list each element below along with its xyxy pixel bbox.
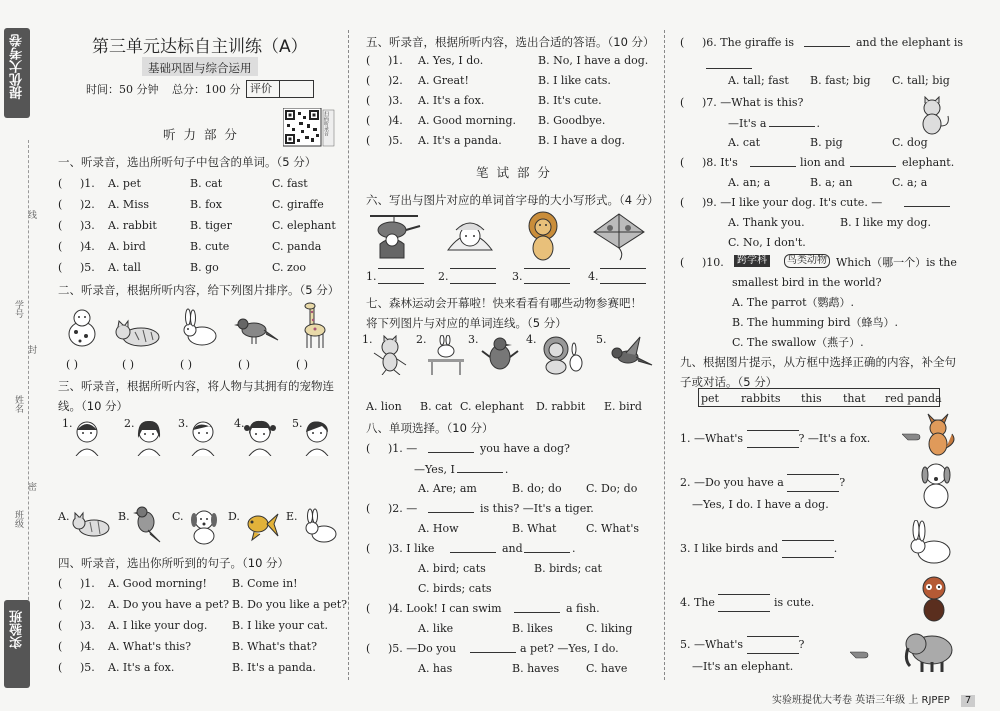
- q9-word-box: [698, 388, 940, 407]
- elephant-picture: [902, 626, 958, 672]
- q8-blank[interactable]: [524, 542, 570, 553]
- seal-line-char: 线: [26, 210, 36, 219]
- page-number: 7: [961, 695, 975, 707]
- class-label: 班级: [13, 510, 23, 528]
- flying-bird-picture: [606, 335, 654, 375]
- q2-bird-picture: [234, 312, 280, 348]
- q7-num: 1.: [362, 333, 373, 346]
- rabbit-picture: [904, 520, 956, 566]
- boy-3-picture: [302, 418, 332, 456]
- q7-title: 七、森林运动会开幕啦！快来看看有哪些动物参赛吧！: [366, 296, 642, 310]
- q9-answer-line[interactable]: [787, 474, 839, 492]
- q6-num: 1.: [366, 270, 377, 283]
- q3-letter: B.: [118, 510, 130, 523]
- q9-sentence-4: 4. The is cute.: [680, 594, 814, 612]
- writing-section-title: 笔 试 部 分: [476, 165, 552, 180]
- q8-item-7: ( )7. —What is this?: [680, 96, 804, 109]
- q6-answer-line[interactable]: [450, 268, 496, 284]
- pet-goldfish-picture: [240, 506, 280, 544]
- q8-item-10-option-b: B. The humming bird（蜂鸟）.: [732, 316, 899, 329]
- grade-label: 评价: [250, 82, 272, 95]
- q1-item: ( )1. A. pet B. cat C. fast: [58, 177, 308, 190]
- q9-sentence-5: 5. —What's ?: [680, 636, 804, 654]
- binding-strip: [0, 0, 36, 711]
- q7-num: 5.: [596, 333, 607, 346]
- q8-item-3-option-c: C. birds; cats: [418, 582, 492, 595]
- seal-dashed-line: [28, 140, 29, 640]
- q2-bracket[interactable]: ( ): [122, 358, 135, 371]
- q7-num: 3.: [468, 333, 479, 346]
- q4-item: ( )1. A. Good morning! B. Come in!: [58, 577, 298, 590]
- q3-letter: C.: [172, 510, 184, 523]
- pet-rabbit-picture: [300, 508, 340, 544]
- q9-sentence-1: 1. —What's ? —It's a fox.: [680, 430, 870, 448]
- q9-answer-line[interactable]: [782, 540, 834, 558]
- q8-item-1-answer: —Yes, I .: [414, 463, 509, 476]
- girl-2-picture: [244, 418, 276, 456]
- page-title: 第三单元达标自主训练（A）: [92, 37, 308, 57]
- hurdle-rabbit-picture: [426, 335, 466, 375]
- grade-box[interactable]: [246, 80, 314, 98]
- q3-letter: A.: [58, 510, 70, 523]
- q8-item-8-options: A. an; a B. a; an C. a; a: [728, 176, 928, 189]
- q8-blank[interactable]: [706, 58, 752, 69]
- pet-dog-picture: [186, 506, 222, 546]
- kite-picture: [590, 210, 648, 262]
- q8-item-10-option-a: A. The parrot（鹦鹉）.: [732, 296, 855, 309]
- word-option: pet: [701, 392, 719, 405]
- q8-title: 八、单项选择。（10 分）: [366, 421, 494, 435]
- listening-section-title: 听 力 部 分: [163, 127, 239, 142]
- q8-item-2: ( )2. — is this? —It's a tiger.: [366, 502, 594, 515]
- q4-item: ( )5. A. It's a fox. B. It's a panda.: [58, 661, 316, 674]
- name-label: 姓名: [13, 395, 23, 413]
- running-cat-picture: [372, 335, 408, 375]
- bird-category-tag: 鸟类动物: [784, 254, 830, 268]
- q2-cat-picture: [113, 318, 163, 348]
- q8-item-9-option-c: C. No, I don't.: [728, 236, 806, 249]
- q9-answer-line[interactable]: [718, 594, 770, 612]
- column-divider-1: [348, 30, 349, 680]
- q8-blank[interactable]: [428, 502, 474, 513]
- subtitle-box: [142, 57, 258, 76]
- q6-title: 六、写出与图片对应的单词首字母的大小写形式。（4 分）: [366, 193, 659, 207]
- q8-blank[interactable]: [750, 156, 796, 167]
- q7-word: D. rabbit: [536, 400, 586, 413]
- red-panda-picture: [914, 574, 954, 622]
- q3-num: 5.: [292, 417, 303, 430]
- qr-note: 扫码听录音: [323, 111, 329, 136]
- helicopter-picture: [366, 210, 422, 260]
- q8-item-8: ( )8. It's lion and elephant.: [680, 156, 955, 169]
- q2-bracket[interactable]: ( ): [66, 358, 79, 371]
- brand-bottom-badge: [4, 600, 30, 688]
- brand-top-text: 提优大考卷: [10, 34, 25, 99]
- sport-bird-picture: [480, 335, 520, 375]
- brand-bottom-text: 实验班: [10, 610, 25, 649]
- word-option: this: [801, 392, 822, 405]
- q7-word: A. lion: [366, 400, 402, 413]
- q6-answer-line[interactable]: [378, 268, 424, 284]
- q7-word: C. elephant: [460, 400, 524, 413]
- q8-item-4-options: A. like B. likes C. liking: [418, 622, 633, 635]
- q8-item-5: ( )5. —Do you a pet? —Yes, I do.: [366, 642, 619, 655]
- q8-item-5-options: A. has B. haves C. have: [418, 662, 628, 675]
- q5-item: ( )3. A. It's a fox. B. It's cute.: [366, 94, 602, 107]
- q1-item: ( )5. A. tall B. go C. zoo: [58, 261, 307, 274]
- q7-num: 2.: [416, 333, 427, 346]
- q9-title: 九、根据图片提示，从方框中选择正确的内容，补全句: [680, 355, 956, 369]
- q2-bracket[interactable]: ( ): [180, 358, 193, 371]
- q3-num: 1.: [62, 417, 73, 430]
- seal-secret-char: 密: [26, 482, 36, 491]
- q2-title: 二、听录音，根据所听内容，给下列图片排序。（5 分）: [58, 283, 340, 297]
- hat-doll-picture: [440, 210, 498, 260]
- column-divider-2: [664, 30, 665, 680]
- q4-item: ( )2. A. Do you have a pet? B. Do you like a pet?: [58, 598, 348, 611]
- q9-sentence-5-reply: —It's an elephant.: [692, 660, 794, 673]
- q3-num: 3.: [178, 417, 189, 430]
- cross-subject-tag: 跨学科: [734, 255, 770, 267]
- q8-item-1: ( )1. — you have a dog?: [366, 442, 570, 455]
- fox-picture: [918, 408, 958, 458]
- q8-blank[interactable]: [850, 156, 896, 167]
- word-option: rabbits: [741, 392, 781, 405]
- q8-item-1-options: A. Are; am B. do; do C. Do; do: [418, 482, 638, 495]
- q5-item: ( )1. A. Yes, I do. B. No, I have a dog.: [366, 54, 649, 67]
- q4-title: 四、听录音，选出你所听到的句子。（10 分）: [58, 556, 290, 570]
- q8-blank[interactable]: [470, 642, 516, 653]
- q3-num: 4.: [234, 417, 245, 430]
- q2-bracket[interactable]: ( ): [296, 358, 309, 371]
- q8-item-6: ( )6. The giraffe is and the elephant is: [680, 36, 964, 49]
- q8-item-10-line2: smallest bird in the world?: [732, 276, 882, 289]
- boy-1-picture: [72, 418, 102, 456]
- time-limit: 时间：50 分钟: [86, 83, 159, 96]
- q3-num: 2.: [124, 417, 135, 430]
- hand-pointer-icon: [850, 648, 872, 660]
- q9-answer-line[interactable]: [747, 430, 799, 448]
- q8-blank[interactable]: [804, 36, 850, 47]
- q9-title-cont: 子或对话。（5 分）: [680, 375, 778, 389]
- q1-title: 一、听录音，选出所听句子中包含的单词。（5 分）: [58, 155, 317, 169]
- q6-answer-line[interactable]: [600, 268, 646, 284]
- word-option: that: [843, 392, 866, 405]
- footer-text: 实验班提优大考卷 英语三年级 上 RJPEP: [772, 695, 950, 706]
- q6-num: 4.: [588, 270, 599, 283]
- total-score: 总分：100 分: [172, 83, 241, 96]
- q8-item-3: ( )3. I like and .: [366, 542, 576, 555]
- q8-blank[interactable]: [428, 442, 474, 453]
- q4-item: ( )4. A. What's this? B. What's that?: [58, 640, 317, 653]
- subtitle: 基础巩固与综合运用: [148, 61, 252, 75]
- q5-item: ( )4. A. Good morning. B. Goodbye.: [366, 114, 606, 127]
- q8-blank[interactable]: [769, 116, 815, 127]
- q8-item-10-option-c: C. The swallow（燕子）.: [732, 336, 864, 349]
- q7-title-cont: 将下列图片与对应的单词连线。（5 分）: [366, 316, 567, 330]
- q1-item: ( )2. A. Miss B. fox C. giraffe: [58, 198, 324, 211]
- q6-num: 2.: [438, 270, 449, 283]
- q9-answer-line[interactable]: [747, 636, 799, 654]
- q2-giraffe-picture: [298, 300, 328, 350]
- girl-1-picture: [134, 418, 164, 456]
- q3-title: 三、听录音，根据所听内容，将人物与其拥有的宠物连: [58, 379, 334, 393]
- q9-sentence-2-reply: —Yes, I do. I have a dog.: [692, 498, 829, 511]
- q3-title-cont: 线。（10 分）: [58, 399, 129, 413]
- q8-item-9: ( )9. —I like your dog. It's cute. —: [680, 196, 684, 209]
- q8-item-10: ( )10. 跨学科 鸟类动物 Which（哪一个）is the: [680, 255, 957, 269]
- lion-picture: [522, 210, 564, 262]
- q7-word: B. cat: [420, 400, 453, 413]
- q8-item-9-options: A. Thank you. B. I like my dog.: [728, 216, 931, 229]
- brand-top-badge: [4, 28, 30, 118]
- q2-dog-picture: [64, 308, 100, 348]
- footer: [772, 688, 975, 707]
- q7-word: E. bird: [604, 400, 642, 413]
- q9-sentence-3: 3. I like birds and .: [680, 540, 837, 558]
- q3-letter: D.: [228, 510, 240, 523]
- pet-cat-picture: [70, 510, 112, 538]
- q8-item-2-options: A. How B. What C. What's: [418, 522, 640, 535]
- q5-item: ( )2. A. Great! B. I like cats.: [366, 74, 611, 87]
- q4-item: ( )3. A. I like your dog. B. I like your cat.: [58, 619, 328, 632]
- q8-item-4: ( )4. Look! I can swim a fish.: [366, 602, 600, 615]
- q9-sentence-2: 2. —Do you have a ?: [680, 474, 845, 492]
- q3-letter: E.: [286, 510, 298, 523]
- q5-title: 五、听录音，根据所听内容，选出合适的答语。（10 分）: [366, 35, 655, 49]
- student-id-label: 学号: [13, 300, 23, 318]
- dog-picture: [916, 460, 956, 510]
- q8-blank[interactable]: [457, 462, 503, 473]
- q2-rabbit-picture: [178, 308, 222, 348]
- q8-cat-picture: [912, 96, 952, 136]
- lion-rabbit-picture: [538, 333, 586, 375]
- q1-item: ( )4. A. bird B. cute C. panda: [58, 240, 322, 253]
- q8-blank[interactable]: [450, 542, 496, 553]
- q8-item-7-options: A. cat B. pig C. dog: [728, 136, 928, 149]
- q8-item-3-options: A. bird; cats B. birds; cat: [418, 562, 602, 575]
- q6-num: 3.: [512, 270, 523, 283]
- q8-blank[interactable]: [514, 602, 560, 613]
- q7-num: 4.: [526, 333, 537, 346]
- q8-item-6-options: A. tall; fast B. fast; big C. tall; big: [728, 74, 950, 87]
- pet-bird-picture: [130, 504, 166, 544]
- seal-seal-char: 封: [26, 345, 36, 354]
- word-option: red panda: [885, 392, 942, 405]
- q8-blank[interactable]: [904, 196, 950, 207]
- q6-answer-line[interactable]: [524, 268, 570, 284]
- q8-item-7-answer: —It's a .: [728, 117, 820, 130]
- q5-item: ( )5. A. It's a panda. B. I have a dog.: [366, 134, 626, 147]
- q1-item: ( )3. A. rabbit B. tiger C. elephant: [58, 219, 336, 232]
- boy-2-picture: [188, 418, 218, 456]
- q2-bracket[interactable]: ( ): [238, 358, 251, 371]
